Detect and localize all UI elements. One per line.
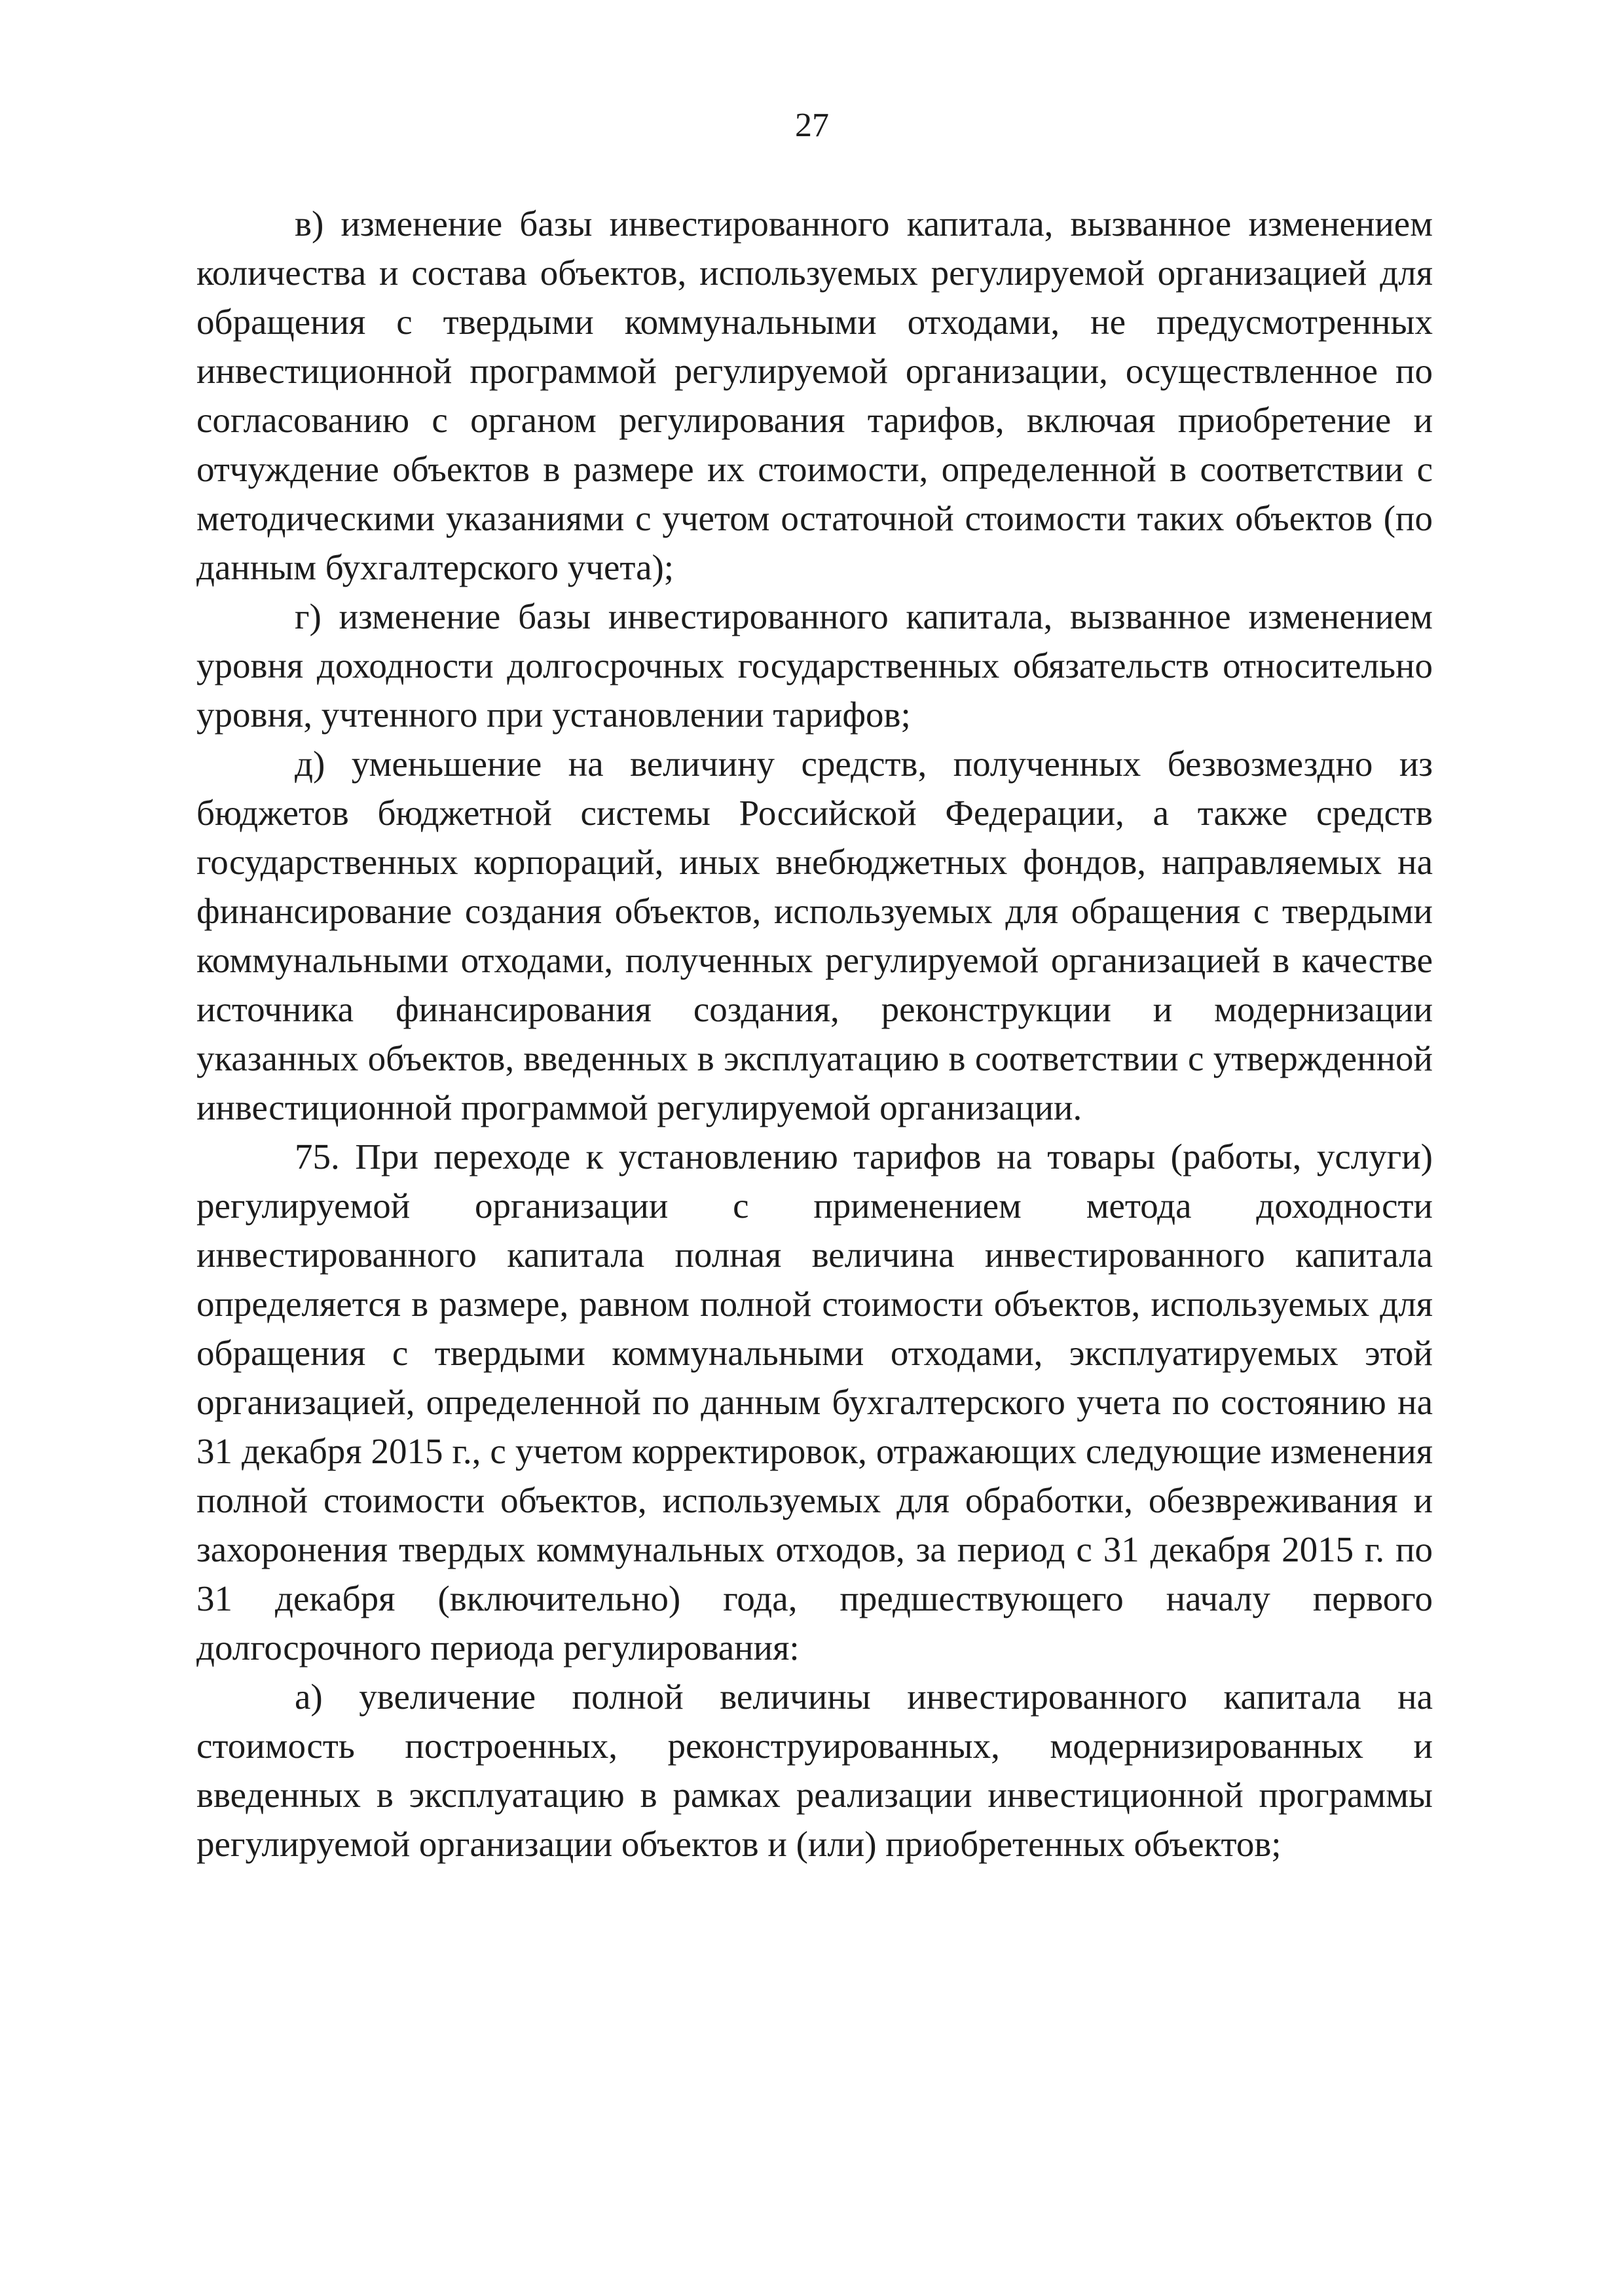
paragraph-a: а) увеличение полной величины инвестированного капитала на стоимость построенных, реконструированных, модернизированных и введенных в эксплуатацию в рамках реализации инвестиционной программы регулируемой организации объектов и (или) приобретенных объектов;: [196, 1677, 1433, 1864]
paragraph-75: 75. При переходе к установлению тарифов на товары (работы, услуги) регулируемой организации с применением метода доходности инвестированного капитала полная величина инвестированного капитала определяется в размере, равном полной стоимости объектов, используемых для обращения с твердыми коммунальными отходами, эксплуатируемых этой организацией, определенной по данным бухгалтерского учета по состоянию на 31 декабря 2015 г., с учетом корректировок, отражающих следующие изменения полной стоимости объектов, используемых для обработки, обезвреживания и захоронения твердых коммунальных отходов, за период с 31 декабря 2015 г. по 31 декабря (включительно) года, предшествующего началу первого долгосрочного периода регулирования:: [196, 1137, 1433, 1667]
document-body: [196, 199, 1433, 1868]
page-number: 27: [795, 107, 829, 144]
paragraph-g: г) изменение базы инвестированного капитала, вызванное изменением уровня доходности долгосрочных государственных обязательств относительно уровня, учтенного при установлении тарифов;: [196, 596, 1433, 735]
paragraph-d: д) уменьшение на величину средств, полученных безвозмездно из бюджетов бюджетной системы Российской Федерации, а также средств государственных корпораций, иных внебюджетных фондов, направляемых на финансирование создания объектов, используемых для обращения с твердыми коммунальными отходами, полученных регулируемой организацией в качестве источника финансирования создания, реконструкции и модернизации указанных объектов, введенных в эксплуатацию в соответствии с утвержденной инвестиционной программой регулируемой организации.: [196, 744, 1433, 1127]
paragraph-v: в) изменение базы инвестированного капитала, вызванное изменением количества и состава объектов, используемых регулируемой организацией для обращения с твердыми коммунальными отходами, не предусмотренных инвестиционной программой регулируемой организации, осуществленное по согласованию с органом регулирования тарифов, включая приобретение и отчуждение объектов в размере их стоимости, определенной в соответствии с методическими указаниями с учетом остаточной стоимости таких объектов (по данным бухгалтерского учета);: [196, 204, 1433, 587]
